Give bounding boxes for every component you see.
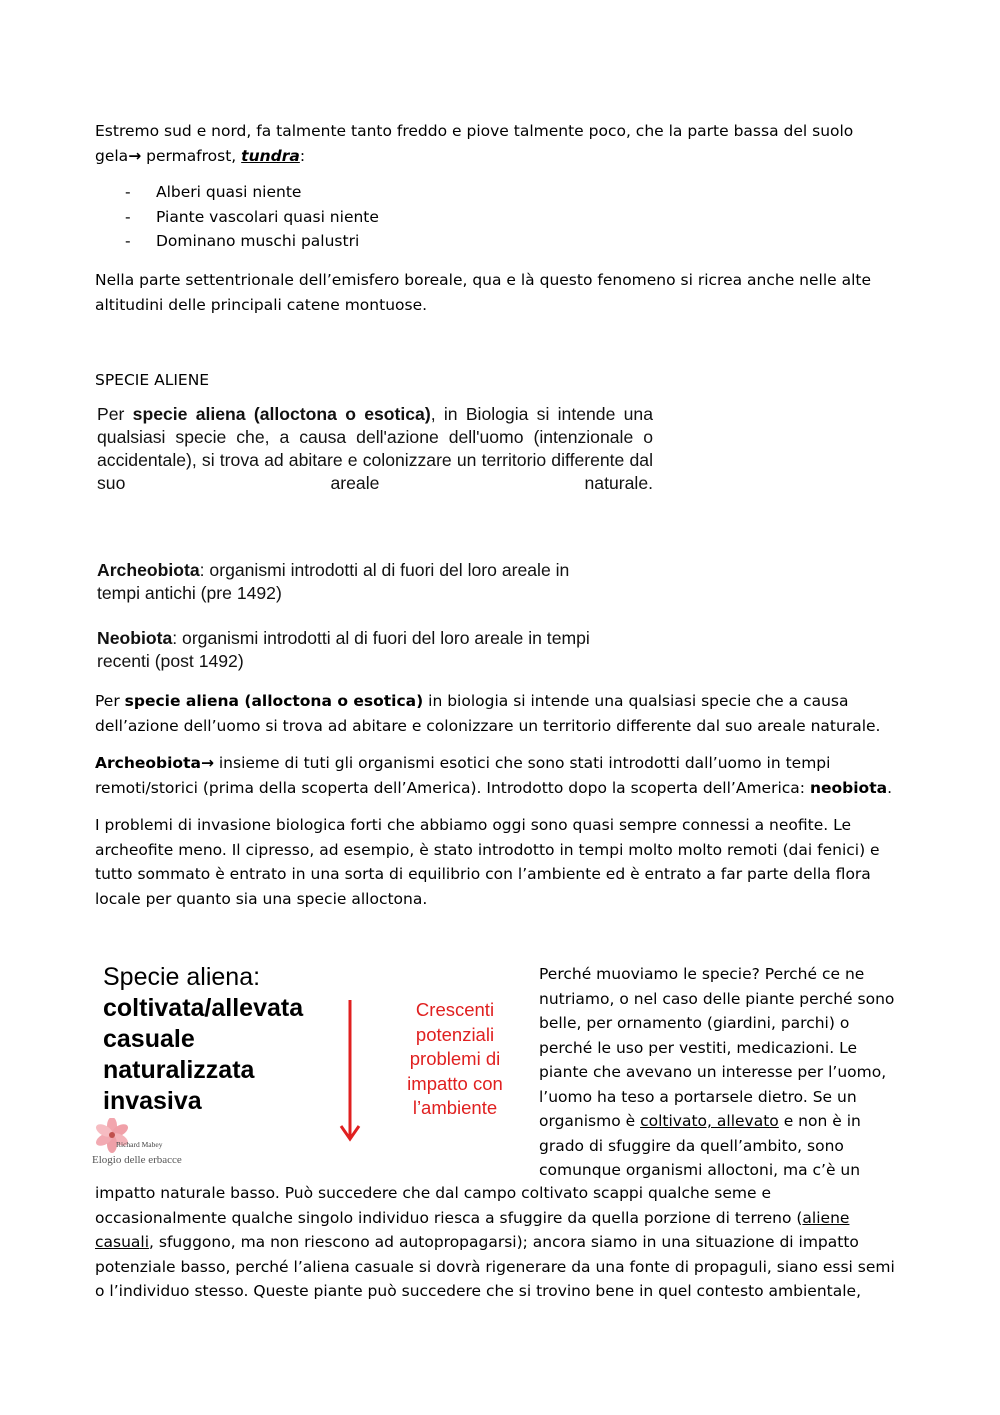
list-item: - Alberi quasi niente (125, 183, 302, 201)
list-item: - Piante vascolari quasi niente (125, 207, 379, 226)
slide-archeobiota-text: Archeobiota: organismi introdotti al di fuori del loro areale in tempi antichi (pre 1492) (97, 560, 570, 603)
tundra-term: tundra (241, 146, 300, 165)
intro-line-2: gela→ permafrost, tundra: (95, 146, 306, 165)
arrow-icon: → (128, 146, 142, 165)
list-item: naturalizzata (103, 1056, 255, 1084)
slide-heading: Specie aliena: (103, 963, 261, 991)
alien-species-slide-image (92, 960, 517, 1175)
slide-definition-text: Per specie aliena (alloctona o esotica), in Biologia si intende una qualsiasi specie che, a causa dell'azione dell'uomo (intenzionale o accidentale), si trova ad abitare e colonizzare un territorio differente dal suo areale naturale. (97, 404, 653, 493)
alien-categories-list (103, 993, 303, 1117)
down-arrow-icon (338, 998, 362, 1143)
slide-neobiota-text: Neobiota: organismi introdotti al di fuori del loro areale in tempi recenti (post 1492) (97, 628, 590, 671)
list-item: - Dominano muschi palustri (125, 232, 360, 250)
problems-paragraph: I problemi di invasione biologica forti che abbiamo oggi sono quasi sempre connessi a neofite. Le archeofite meno. Il cipresso, ad esempio, è stato introdotto in tempi molto molto remoti (dai fenici) e tutto sommato è entrato in una sorta di equilibrio con l’ambiente ed è entrato a far parte della flora locale per quanto sia una specie alloctona. (95, 816, 880, 908)
bottom-paragraph: impatto naturale basso. Può succedere che dal campo coltivato scappi qualche seme e occasionalmente qualche singolo individuo riesca a sfuggire da quella porzione di terreno (aliene casuali, sfuggono, ma non riescono ad autopropagarsi); ancora siamo in una situazione di impatto potenziale basso, perché l’aliena casuale si dovrà rigenerare da una fonte di propaguli, siano essi semi o l’individuo stesso. Queste piante può succedere che si trovino bene in quel contesto ambientale, (95, 1184, 895, 1300)
book-author: Richard Mabey (116, 1140, 163, 1149)
flower-icon (94, 1118, 134, 1158)
bullet-list (95, 180, 795, 254)
definition-slide-image (92, 402, 658, 677)
list-item: invasiva (103, 1087, 202, 1115)
definition-paragraph: Per specie aliena (alloctona o esotica) in biologia si intende una qualsiasi specie che a causa dell’azione dell’uomo si trova ad abitare e colonizzare un territorio differente dal suo areale naturale. (95, 692, 881, 735)
book-cover-thumbnail (92, 1118, 214, 1173)
intro-line-1: Estremo sud e nord, fa talmente tanto freddo e piove talmente poco, che la parte bassa del suolo (95, 122, 854, 140)
book-title: Elogio delle erbacce (92, 1154, 182, 1166)
intro-paragraph (95, 119, 915, 168)
list-item: coltivata/allevata (103, 994, 304, 1022)
section-title: SPECIE ALIENE (95, 371, 210, 389)
side-text-column: Perché muoviamo le specie? Perché ce ne nutriamo, o nel caso delle piante perché sono belle, per ornamento (giardini, parchi) o perché le uso per vestiti, medicazioni. Le piante che avevano un interesse per l’uomo, l’uomo ha teso a portarsele dietro. Se un organismo è coltivato, allevato e non è in grado di sfuggire da quell’ambito, sono comunque organismi alloctoni, ma c’è un (539, 965, 895, 1179)
list-item: casuale (103, 1025, 195, 1053)
boreal-paragraph: Nella parte settentrionale dell’emisfero boreale, qua e là questo fenomeno si ricrea anche nelle alte altitudini delle principali catene montuose. (95, 271, 872, 314)
arrow-icon: → (200, 754, 214, 772)
archeobiota-paragraph: Archeobiota→ insieme di tuti gli organismi esotici che sono stati introdotti dall’uomo in tempi remoti/storici (prima della scoperta dell’America). Introdotto dopo la scoperta dell’America: neobiota. (95, 754, 892, 797)
impact-note: Crescenti potenziali problemi di impatto con l’ambiente (407, 999, 503, 1118)
